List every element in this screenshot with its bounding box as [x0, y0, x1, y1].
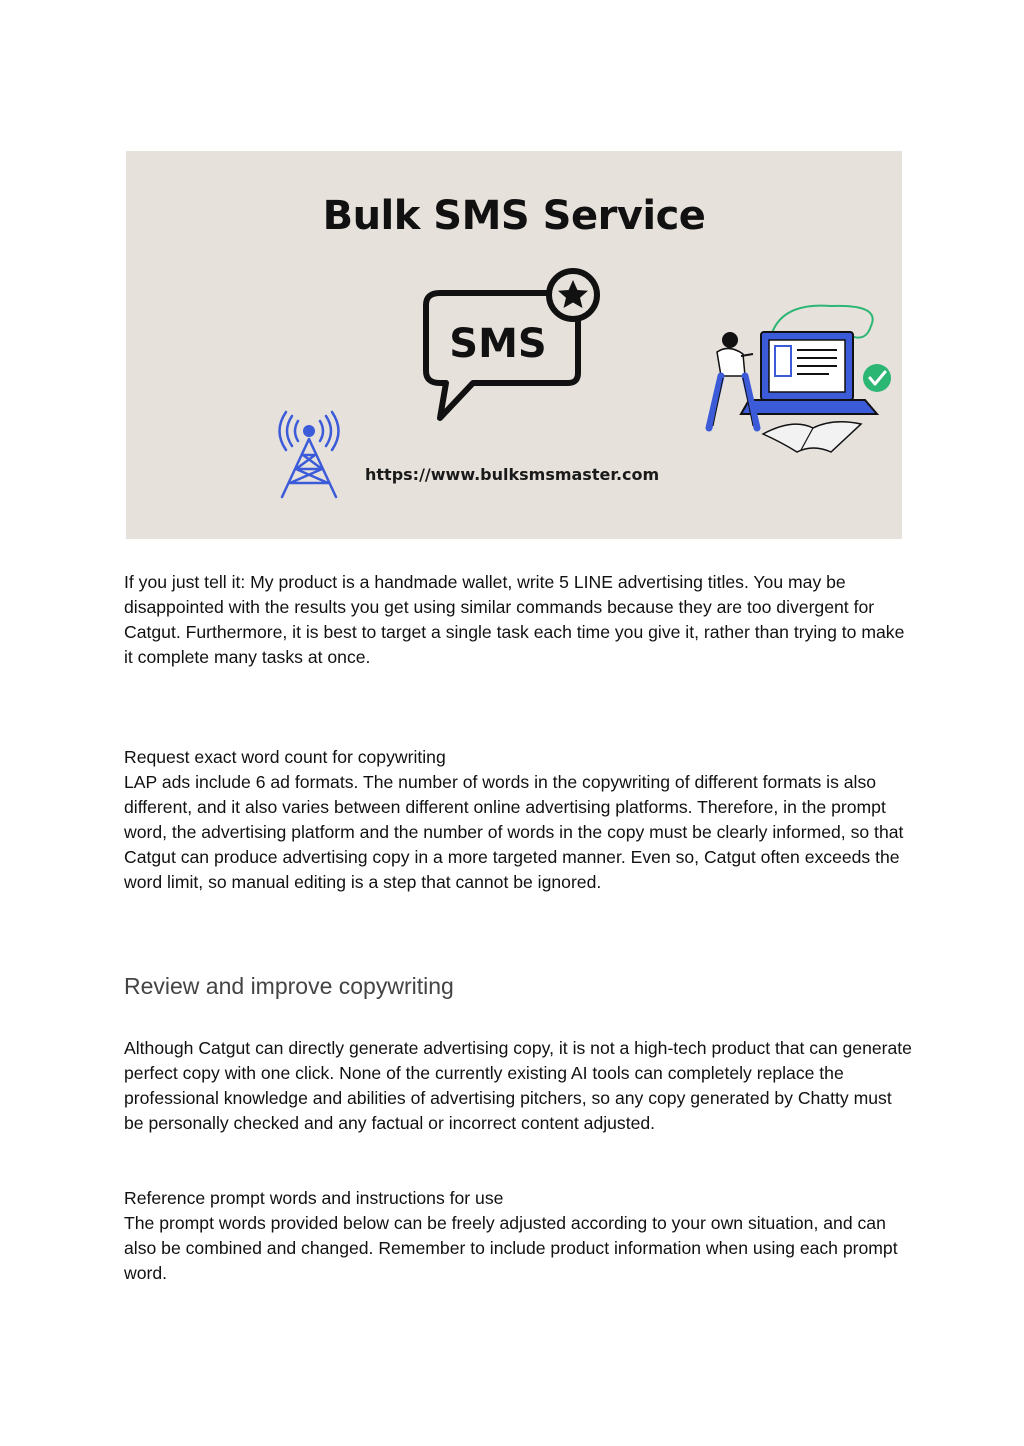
section-word-count	[124, 745, 914, 895]
section-title: Request exact word count for copywriting	[124, 747, 446, 767]
banner-url: https://www.bulksmsmaster.com	[365, 465, 660, 484]
heading-review: Review and improve copywriting	[124, 973, 454, 999]
section-body: LAP ads include 6 ad formats. The number of words in the copywriting of different formats is also different, and it also varies between different online advertising platforms. Therefore, in the prompt word, the advertising platform and the number of words in the copy must be clearly informed, so that Catgut can produce advertising copy in a more targeted manner. Even so, Catgut often exceeds the word limit, so manual editing is a step that cannot be ignored.	[124, 772, 904, 892]
sms-label: SMS	[449, 321, 547, 367]
banner-image	[126, 151, 902, 539]
laptop-illustration-icon	[701, 296, 901, 456]
paragraph-review: Although Catgut can directly generate advertising copy, it is not a high-tech product that can generate perfect copy with one click. None of the currently existing AI tools can completely replace the professional knowledge and abilities of advertising pitchers, so any copy generated by Chatty must be personally checked and any factual or incorrect content adjusted.	[124, 1038, 912, 1133]
banner-title: Bulk SMS Service	[322, 193, 706, 239]
section-body: The prompt words provided below can be freely adjusted according to your own situation, and can also be combined and changed. Remember to include product information when using each prompt word.	[124, 1213, 898, 1283]
section-reference	[124, 1186, 914, 1286]
radio-tower-icon	[274, 409, 344, 501]
paragraph-intro: If you just tell it: My product is a handmade wallet, write 5 LINE advertising titles. You may be disappointed with the results you get using similar commands because they are too divergent for Catgut. Furthermore, it is best to target a single task each time you give it, rather than trying to make it complete many tasks at once.	[124, 572, 905, 667]
sms-bubble-icon	[418, 263, 608, 423]
section-title: Reference prompt words and instructions for use	[124, 1188, 504, 1208]
